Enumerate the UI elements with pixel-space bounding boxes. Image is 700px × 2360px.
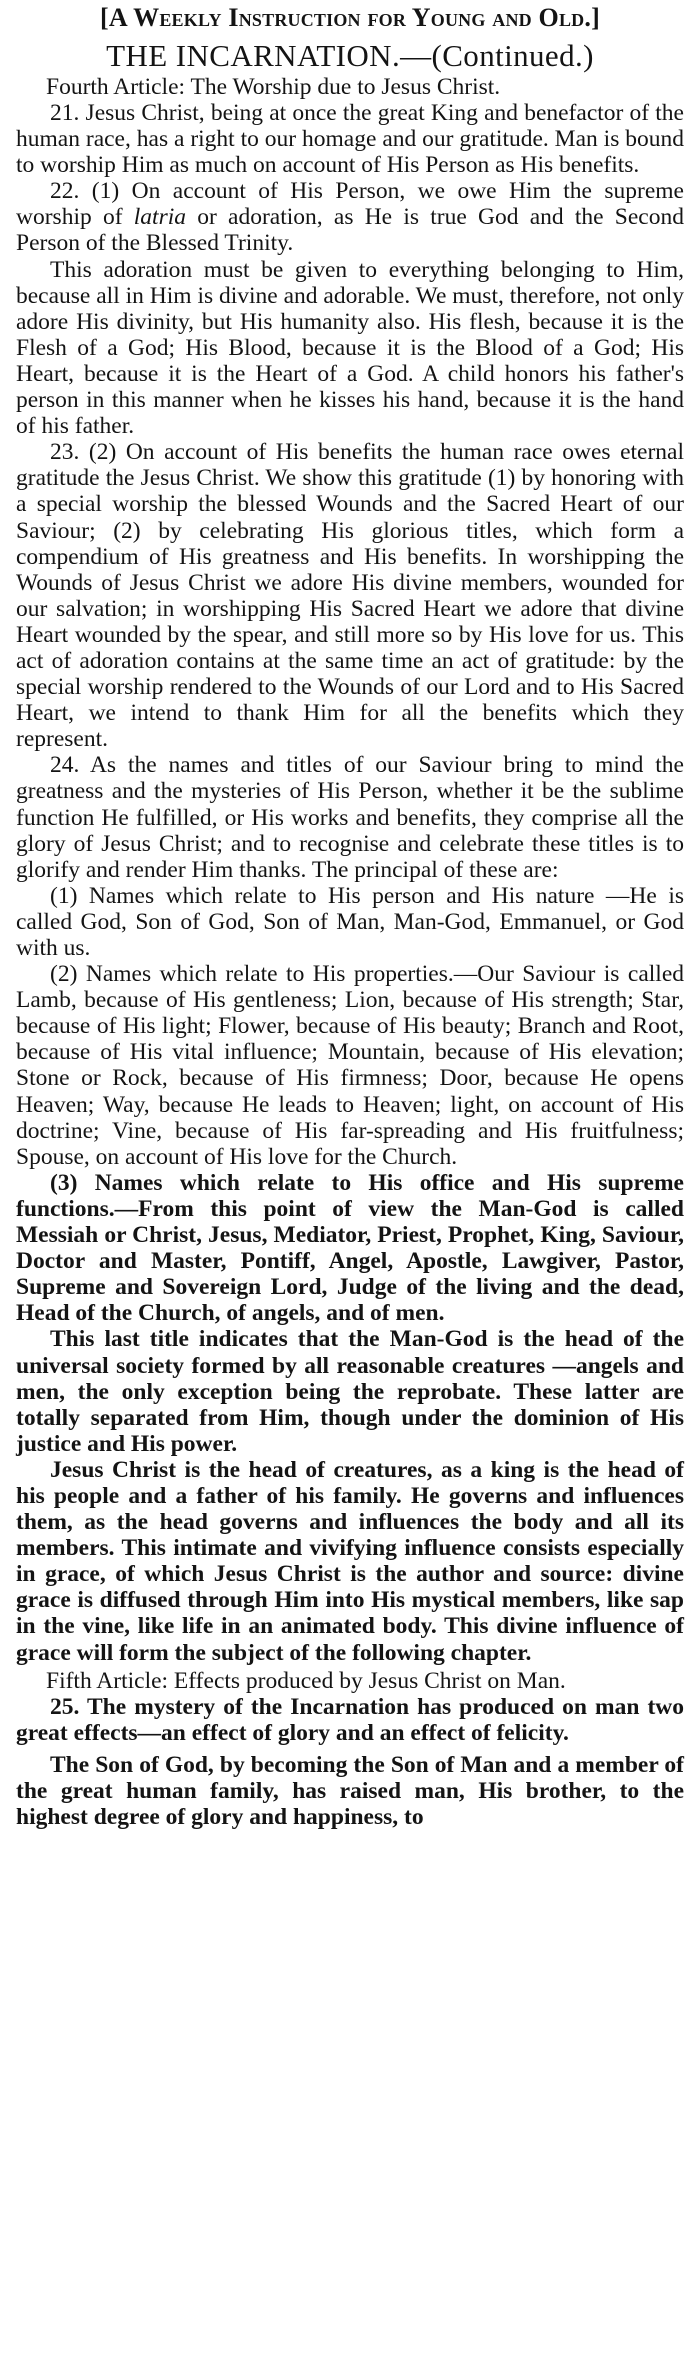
bold-section	[16, 1170, 684, 1666]
kicker-close: ]	[591, 3, 600, 32]
paragraph-son-of-god: The Son of God, by becoming the Son of Man and a member of the great human family, has raised man, His brother, to the highest degree of glory and happiness, to	[16, 1751, 684, 1830]
fifth-article-heading: Fifth Article: Effects produced by Jesus Christ on Man.	[46, 1667, 566, 1694]
paragraph-head-of-creatures: Jesus Christ is the head of creatures, as a king is the head of his people and a father of his family. He governs and influences them, as the head governs and influences the body and all its members. This intimate and vivifying influence consists especially in grace, of which Jesus Christ is the author and source: divine grace is diffused through Him into His mystical members, like sap in the vine, like life in an animated body. This divine influence of grace will form the subject of the following chapter.	[16, 1456, 684, 1666]
paragraph-22-part-a: 22. (1) On account of His Person, we owe Him the supreme worship of	[16, 178, 684, 231]
series-kicker	[16, 0, 684, 34]
paragraph-22-continued: This adoration must be given to everything belonging to Him, because all in Him is divine and adorable. We must, therefore, not only adore His divinity, but His humanity also. His flesh, because it is the Flesh of a God; His Blood, because it is the Blood of a God; His Heart, because it is the Heart of a God. A child honors his father's person in this manner when he kisses his hand, because it is the hand of his father.	[16, 256, 684, 440]
kicker-caps: Weekly Instruction for Young and Old.	[133, 3, 592, 32]
fourth-article-heading: Fourth Article: The Worship due to Jesus Christ.	[46, 74, 501, 100]
paragraph-last-title: This last title indicates that the Man-God is the head of the universal society formed by all reasonable creatures —angels and men, the only exception being the reprobate. These latter are totally separated from Him, though under the dominion of His justice and His power.	[16, 1326, 684, 1457]
paragraph-22-part-b: or adoration, as He is true God and the Second Person of the Blessed Trinity.	[16, 204, 684, 257]
paragraph-22	[16, 178, 684, 256]
article-title: THE INCARNATION.—(Continued.)	[106, 38, 594, 73]
names-list-item-1: (1) Names which relate to His person and His nature —He is called God, Son of God, Son of Man, Man-God, Emmanuel, or God with us.	[16, 882, 684, 961]
paragraph-21: 21. Jesus Christ, being at once the great King and benefactor of the human race, has a right to our homage and our gratitude. Man is bound to worship Him as much on account of His Person as His benefits.	[16, 100, 684, 179]
paragraph-24: 24. As the names and titles of our Saviour bring to mind the greatness and the mysteries of His Person, whether it be the sublime function He fulfilled, or His works and benefits, they comprise all the glory of Jesus Christ; and to recognise and celebrate these titles is to glorify and render Him thanks. The principal of these are:	[16, 752, 684, 883]
names-list-item-2: (2) Names which relate to His properties.—Our Saviour is called Lamb, because of His gentleness; Lion, because of His strength; Star, because of His light; Flower, because of His beauty; Branch and Root, because of His vital influence; Mountain, because of His elevation; Stone or Rock, because of His firmness; Door, because He opens Heaven; Way, because He leads to Heaven; light, on account of His doctrine; Vine, because of His far-spreading and His fruitfulness; Spouse, on account of His love for the Church.	[16, 961, 684, 1170]
paragraph-25: 25. The mystery of the Incarnation has produced on man two great effects—an effect of glory and an effect of felicity.	[16, 1693, 684, 1746]
latria-term: latria	[133, 204, 186, 231]
names-list-item-3: (3) Names which relate to His office and His supreme functions.—From this point of view the Man-God is called Messiah or Christ, Jesus, Mediator, Priest, Prophet, King, Saviour, Doctor and Master, Pontiff, Angel, Apostle, Lawgiver, Pastor, Supreme and Sovereign Lord, Judge of the living and the dead, Head of the Church, of angels, and of men.	[16, 1169, 684, 1327]
kicker-open: [A	[100, 3, 127, 32]
bold-section-2	[16, 1694, 684, 1830]
paragraph-23: 23. (2) On account of His benefits the human race owes eternal gratitude the Jesus Christ. We show this gratitude (1) by honoring with a special worship the blessed Wounds and the Sacred Heart of our Saviour; (2) by celebrating His glorious titles, which form a compendium of His greatness and His benefits. In worshipping the Wounds of Jesus Christ we adore His divine members, wounded for our salvation; in worshipping His Sacred Heart we adore that divine Heart wounded by the spear, and still more so by His love for us. This act of adoration contains at the same time an act of gratitude: by the special worship rendered to the Wounds of our Lord and to His Sacred Heart, we intend to thank Him for all the benefits which they represent.	[16, 439, 684, 753]
